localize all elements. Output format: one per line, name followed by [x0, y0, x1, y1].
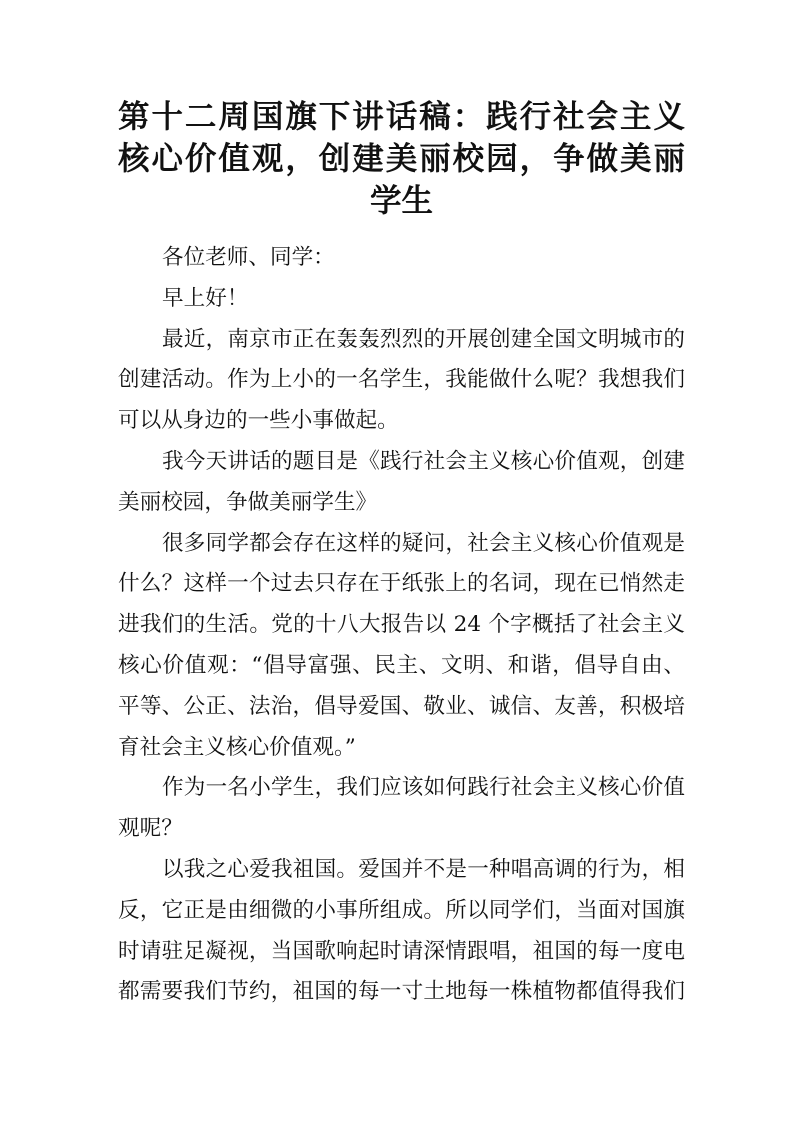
- paragraph: [118, 524, 685, 769]
- paragraph-line: 核心价值观：“倡导富强、民主、文明、和谐，倡导自由、: [118, 652, 685, 678]
- paragraph: [118, 768, 685, 850]
- paragraph: [118, 279, 685, 320]
- paragraph: [118, 850, 685, 1013]
- document-title: [118, 96, 685, 222]
- paragraph-line: 创建活动。作为上小的一名学生，我能做什么呢？我想我们: [118, 367, 685, 393]
- paragraph-line: 什么？这样一个过去只存在于纸张上的名词，现在已悄然走: [118, 571, 685, 597]
- paragraph-line: 很多同学都会存在这样的疑问，社会主义核心价值观是: [162, 530, 685, 556]
- paragraph: [118, 320, 685, 442]
- paragraph-line: 美丽校园，争做美丽学生》: [118, 489, 378, 515]
- paragraph-line: 作为一名小学生，我们应该如何践行社会主义核心价值: [162, 775, 685, 801]
- paragraph-line: 最近，南京市正在轰轰烈烈的开展创建全国文明城市的: [162, 326, 685, 352]
- paragraph: [118, 442, 685, 524]
- paragraph-line: 观呢？: [118, 816, 183, 842]
- title-line: 第十二周国旗下讲话稿：践行社会主义: [118, 98, 685, 135]
- paragraph-line: 我今天讲话的题目是《践行社会主义核心价值观，创建: [162, 448, 685, 474]
- paragraph-line: 进我们的生活。党的十八大报告以 24 个字概括了社会主义: [118, 612, 685, 638]
- paragraph-line: 以我之心爱我祖国。爱国并不是一种唱高调的行为，相: [162, 856, 685, 882]
- paragraph-line: 平等、公正、法治，倡导爱国、敬业、诚信、友善，积极培: [118, 693, 685, 719]
- paragraph-line: 育社会主义核心价值观。”: [118, 734, 356, 760]
- title-line: 核心价值观，创建美丽校园，争做美丽: [118, 140, 685, 177]
- paragraph-line: 可以从身边的一些小事做起。: [118, 408, 399, 434]
- paragraph-line: 都需要我们节约，祖国的每一寸土地每一株植物都值得我们: [118, 979, 685, 1005]
- title-line: 学生: [369, 182, 433, 219]
- paragraph-line: 各位老师、同学：: [162, 245, 335, 270]
- paragraph-line: 反，它正是由细微的小事所组成。所以同学们，当面对国旗: [118, 897, 685, 923]
- paragraph-line: 时请驻足凝视，当国歌响起时请深情跟唱，祖国的每一度电: [118, 938, 685, 964]
- paragraph: [118, 238, 685, 279]
- document-body: [118, 238, 685, 1013]
- paragraph-line: 早上好！: [162, 285, 249, 311]
